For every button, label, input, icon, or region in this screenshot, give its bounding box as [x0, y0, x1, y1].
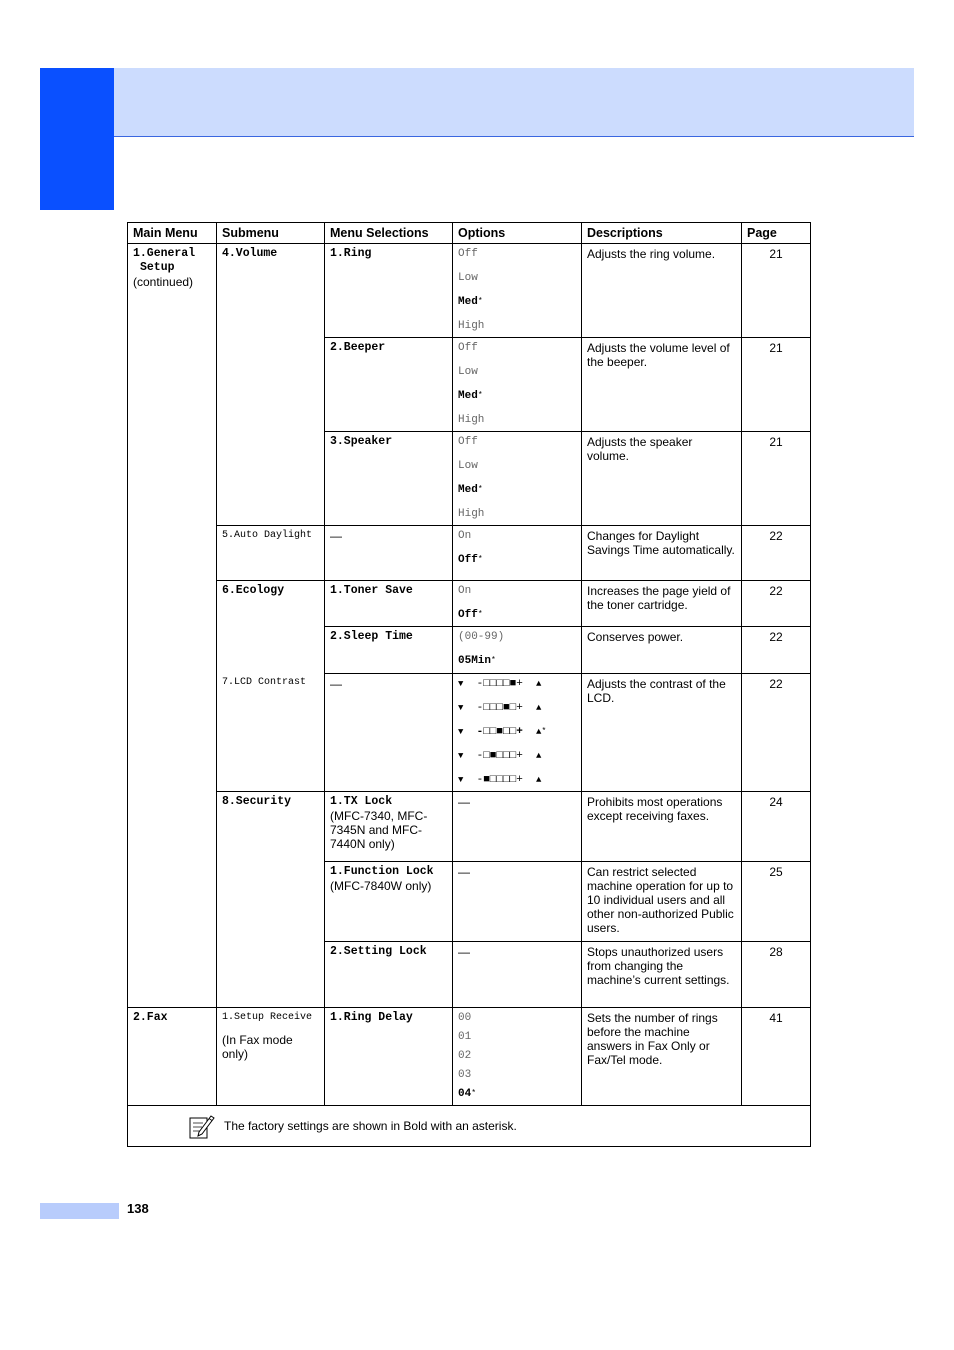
selection-ring: 1.Ring	[325, 244, 453, 338]
option-item: Low	[458, 272, 478, 284]
selection-function-lock	[325, 862, 453, 942]
chapter-tab-block	[40, 68, 114, 210]
description-tx-lock: Prohibits most operations except receiving faxes.	[582, 792, 742, 862]
options-toner	[453, 581, 582, 627]
description-beeper: Adjusts the volume level of the beeper.	[582, 338, 742, 432]
page-ref: 22	[742, 526, 811, 581]
selection-function-lock-note: (MFC-7840W only)	[330, 879, 432, 893]
contrast-option: ▼ -□□□■□+ ▲	[458, 702, 542, 714]
triangle-up-icon: ▲	[536, 679, 542, 689]
option-item: On	[458, 585, 472, 597]
main-menu-code: 1.General	[133, 247, 196, 260]
note-text: The factory settings are shown in Bold with an asterisk.	[224, 1119, 517, 1133]
description-setting-lock: Stops unauthorized users from changing the machine’s current settings.	[582, 942, 742, 1008]
table-header-row	[128, 223, 811, 244]
triangle-down-icon: ▼	[458, 679, 464, 689]
main-menu-note: (continued)	[133, 275, 194, 289]
options-function-lock: —	[453, 862, 582, 942]
options-sleep	[453, 627, 582, 674]
submenu-ecology: 6.Ecology	[222, 584, 285, 597]
header-main-menu: Main Menu	[128, 223, 217, 244]
options-ring	[453, 244, 582, 338]
header-page: Page	[742, 223, 811, 244]
submenu-auto-daylight: 5.Auto Daylight	[217, 526, 325, 581]
option-item: (00-99)	[458, 631, 505, 643]
page-ref: 22	[742, 674, 811, 792]
options-contrast	[453, 674, 582, 792]
contrast-option: ▼ -□■□□□+ ▲	[458, 750, 542, 762]
description-toner: Increases the page yield of the toner cartridge.	[582, 581, 742, 627]
triangle-down-icon: ▼	[458, 751, 464, 761]
page-ref: 28	[742, 942, 811, 1008]
table-row	[128, 581, 811, 627]
option-item: Low	[458, 460, 478, 472]
triangle-up-icon: ▲	[536, 727, 542, 737]
selection-tx-lock	[325, 792, 453, 862]
option-item-default: 05Min*	[458, 655, 496, 667]
page-ref: 22	[742, 627, 811, 674]
page-ref: 41	[742, 1008, 811, 1106]
selection-ring-delay: 1.Ring Delay	[325, 1008, 453, 1106]
option-item-default: Off*	[458, 554, 483, 566]
option-item: Off	[458, 342, 478, 354]
page-ref: 21	[742, 338, 811, 432]
contrast-option: ▼ -□□□□■+ ▲	[458, 678, 542, 690]
selection-daylight: —	[325, 526, 453, 581]
header-submenu: Submenu	[217, 223, 325, 244]
description-function-lock: Can restrict selected machine operation for up to 10 individual users and all other non-authorized Public users.	[582, 862, 742, 942]
options-tx-lock: —	[453, 792, 582, 862]
triangle-up-icon: ▲	[536, 703, 542, 713]
submenu-setup-receive-note: (In Fax mode only)	[222, 1033, 293, 1061]
description-ring-delay: Sets the number of rings before the machine answers in Fax Only or Fax/Tel mode.	[582, 1008, 742, 1106]
table-row	[128, 244, 811, 338]
options-ring-delay	[453, 1008, 582, 1106]
note	[128, 1106, 810, 1146]
option-item: Off	[458, 248, 478, 260]
option-item: 03	[458, 1069, 472, 1081]
submenu-setup-receive	[217, 1008, 325, 1106]
table-row	[128, 1008, 811, 1106]
footer-bar	[40, 1203, 119, 1219]
note-row	[128, 1106, 811, 1147]
selection-tx-lock-note: (MFC-7340, MFC-7345N and MFC-7440N only)	[330, 809, 428, 851]
option-item: 00	[458, 1012, 472, 1024]
page-ref: 24	[742, 792, 811, 862]
description-contrast: Adjusts the contrast of the LCD.	[582, 674, 742, 792]
submenu-setup-receive-label: 1.Setup Receive	[222, 1012, 313, 1023]
selection-function-lock-label: 1.Function Lock	[330, 865, 434, 878]
triangle-up-icon: ▲	[536, 775, 542, 785]
header-menu-selections: Menu Selections	[325, 223, 453, 244]
main-menu-code-2: Setup	[140, 261, 175, 274]
header-band	[114, 68, 914, 137]
description-daylight: Changes for Daylight Savings Time automatically.	[582, 526, 742, 581]
submenu-volume: 4.Volume	[217, 244, 325, 526]
triangle-down-icon: ▼	[458, 727, 464, 737]
options-speaker	[453, 432, 582, 526]
selection-beeper: 2.Beeper	[325, 338, 453, 432]
submenu-ecology-contrast	[217, 581, 325, 792]
options-beeper	[453, 338, 582, 432]
contrast-option: ▼ -■□□□□+ ▲	[458, 774, 542, 786]
contrast-option-default: ▼ -□□■□□+ ▲*	[458, 726, 547, 738]
selection-toner-save: 1.Toner Save	[325, 581, 453, 627]
option-item: Off	[458, 436, 478, 448]
main-menu-fax: 2.Fax	[128, 1008, 217, 1106]
options-setting-lock: —	[453, 942, 582, 1008]
page-ref: 21	[742, 432, 811, 526]
note-pencil-icon	[188, 1112, 216, 1140]
page-ref: 22	[742, 581, 811, 627]
option-item: 01	[458, 1031, 472, 1043]
description-ring: Adjusts the ring volume.	[582, 244, 742, 338]
table-row	[128, 792, 811, 862]
option-item-default: Med*	[458, 484, 483, 496]
option-item: High	[458, 508, 485, 520]
page-number: 138	[127, 1201, 149, 1216]
selection-speaker: 3.Speaker	[325, 432, 453, 526]
page-ref: 21	[742, 244, 811, 338]
option-item-default: 04*	[458, 1088, 477, 1100]
selection-sleep-time: 2.Sleep Time	[325, 627, 453, 674]
option-item: On	[458, 530, 472, 542]
triangle-down-icon: ▼	[458, 775, 464, 785]
page-ref: 25	[742, 862, 811, 942]
option-item: High	[458, 320, 485, 332]
option-item-default: Med*	[458, 390, 483, 402]
selection-tx-lock-label: 1.TX Lock	[330, 795, 393, 808]
menu-table	[127, 222, 811, 1147]
options-daylight	[453, 526, 582, 581]
description-sleep: Conserves power.	[582, 627, 742, 674]
submenu-security: 8.Security	[217, 792, 325, 1008]
triangle-down-icon: ▼	[458, 703, 464, 713]
option-item-default: Off*	[458, 609, 483, 621]
header-options: Options	[453, 223, 582, 244]
option-item: 02	[458, 1050, 472, 1062]
description-speaker: Adjusts the speaker volume.	[582, 432, 742, 526]
main-menu-general	[128, 244, 217, 1008]
submenu-lcd-contrast: 7.LCD Contrast	[222, 677, 307, 688]
table-row	[128, 526, 811, 581]
option-item-default: Med*	[458, 296, 483, 308]
selection-contrast: —	[325, 674, 453, 792]
selection-setting-lock: 2.Setting Lock	[325, 942, 453, 1008]
note-cell	[128, 1106, 811, 1147]
option-item: Low	[458, 366, 478, 378]
option-item: High	[458, 414, 485, 426]
triangle-up-icon: ▲	[536, 751, 542, 761]
header-descriptions: Descriptions	[582, 223, 742, 244]
